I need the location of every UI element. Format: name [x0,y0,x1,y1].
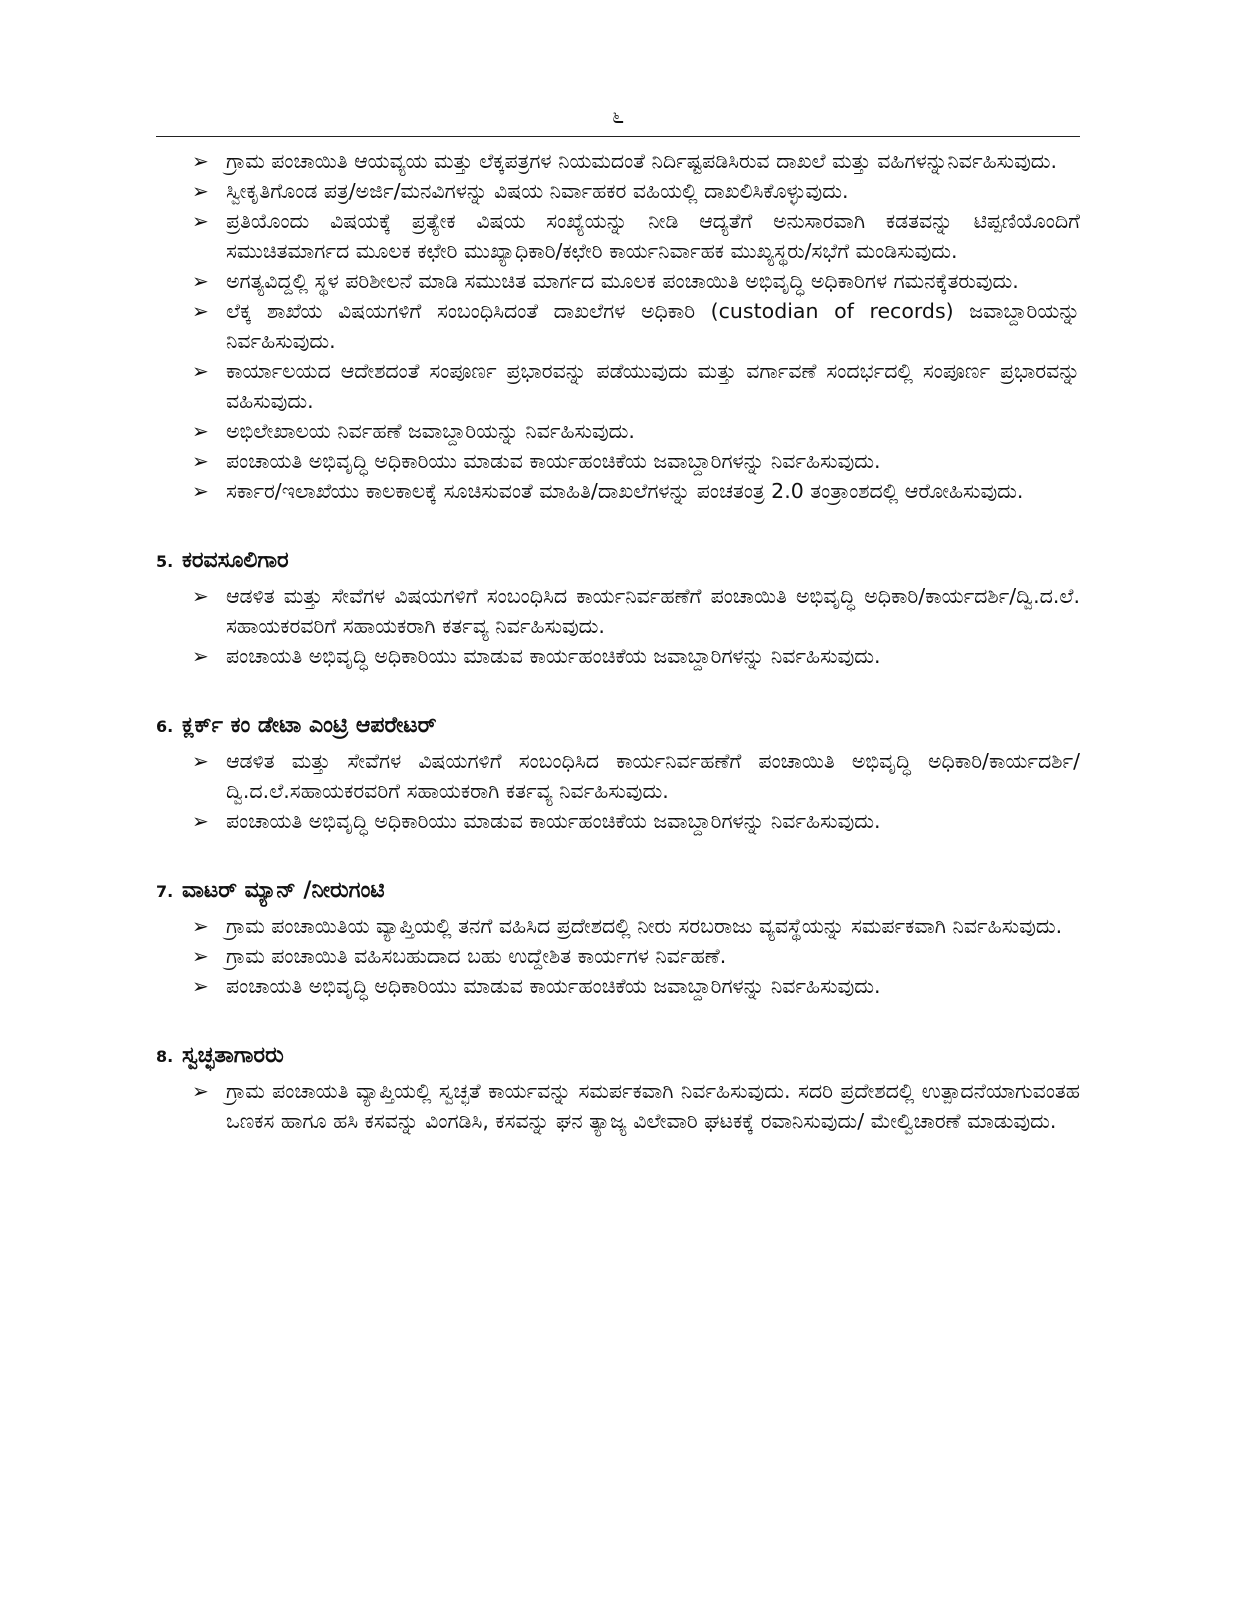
section-title: ಕ್ಲರ್ಕ್ ಕಂ ಡೇಟಾ ಎಂಟ್ರಿ ಆಪರೇಟರ್ [182,713,437,738]
list-item-text: ಪಂಚಾಯತಿ ಅಭಿವೃದ್ಧಿ ಅಧಿಕಾರಿಯು ಮಾಡುವ ಕಾರ್ಯಹಂಚಿಕೆಯ ಜವಾಬ್ದಾರಿಗಳನ್ನು ನಿರ್ವಹಿಸುವುದು. [226,809,881,833]
arrow-bullet-icon: ➢ [192,644,209,668]
arrow-bullet-icon: ➢ [192,179,209,203]
section [156,1039,1080,1136]
arrow-bullet-icon: ➢ [192,419,209,443]
list-item [192,146,1080,176]
section [156,544,1080,671]
section-bullet-list [156,1076,1080,1136]
arrow-bullet-icon: ➢ [192,944,209,968]
list-item-text: ಪಂಚಾಯತಿ ಅಭಿವೃದ್ಧಿ ಅಧಿಕಾರಿಯು ಮಾಡುವ ಕಾರ್ಯಹಂಚಿಕೆಯ ಜವಾಬ್ದಾರಿಗಳನ್ನು ನಿರ್ವಹಿಸುವುದು. [226,974,881,998]
section-title: ವಾಟರ್ ಮ್ಯಾನ್ /ನೀರುಗಂಟಿ [182,878,385,903]
intro-bullet-list [156,146,1080,506]
page-content [156,146,1080,1136]
arrow-bullet-icon: ➢ [192,299,209,323]
arrow-bullet-icon: ➢ [192,914,209,938]
list-item [192,356,1080,416]
list-item-text: ಗ್ರಾಮ ಪಂಚಾಯಿತಿ ಆಯವ್ಯಯ ಮತ್ತು ಲೆಕ್ಕಪತ್ರಗಳ ನಿಯಮದಂತೆ ನಿರ್ದಿಷ್ಟಪಡಿಸಿರುವ ದಾಖಲೆ ಮತ್ತು ವಹಿಗಳನ್ನುನಿರ್ವಹಿಸುವುದು. [226,149,1058,173]
section-title: ಕರವಸೂಲಿಗಾರ [182,548,289,573]
list-item-text: ಗ್ರಾಮ ಪಂಚಾಯತಿ ವ್ಯಾಪ್ತಿಯಲ್ಲಿ ಸ್ವಚ್ಛತೆ ಕಾರ್ಯವನ್ನು ಸಮರ್ಪಕವಾಗಿ ನಿರ್ವಹಿಸುವುದು. ಸದರಿ ಪ್ರದೇಶದಲ್ಲಿ ಉತ್ಪಾದನೆಯಾಗುವಂತಹ ಒಣಕಸ ಹಾಗೂ ಹಸಿ ಕಸವನ್ನು ವಿಂಗಡಿಸಿ, ಕಸವನ್ನು ಘನ ತ್ಯಾಜ್ಯ ವಿಲೇವಾರಿ ಘಟಕಕ್ಕೆ ರವಾನಿಸುವುದು/ ಮೇಲ್ವಿಚಾರಣೆ ಮಾಡುವುದು. [226,1079,1080,1133]
section-number: 6. [156,717,174,736]
section-heading [156,874,1080,909]
section-bullet-list [156,911,1080,1001]
section-title: ಸ್ವಚ್ಛತಾಗಾರರು [182,1043,284,1068]
list-item-text: ಪಂಚಾಯತಿ ಅಭಿವೃದ್ಧಿ ಅಧಿಕಾರಿಯು ಮಾಡುವ ಕಾರ್ಯಹಂಚಿಕೆಯ ಜವಾಬ್ದಾರಿಗಳನ್ನು ನಿರ್ವಹಿಸುವುದು. [226,449,881,473]
section [156,874,1080,1001]
list-item-text: ಲೆಕ್ಕ ಶಾಖೆಯ ವಿಷಯಗಳಿಗೆ ಸಂಬಂಧಿಸಿದಂತೆ ದಾಖಲೆಗಳ ಅಧಿಕಾರಿ (custodian of records) ಜವಾಬ್ದಾರಿಯನ್ನು ನಿರ್ವಹಿಸುವುದು. [226,299,1080,353]
section-number: 5. [156,552,174,571]
list-item [192,266,1080,296]
arrow-bullet-icon: ➢ [192,149,209,173]
list-item [192,581,1080,641]
arrow-bullet-icon: ➢ [192,749,209,773]
list-item [192,1076,1080,1136]
list-item [192,206,1080,266]
list-item [192,971,1080,1001]
arrow-bullet-icon: ➢ [192,209,209,233]
list-item [192,746,1080,806]
list-item [192,476,1080,506]
arrow-bullet-icon: ➢ [192,584,209,608]
section [156,709,1080,836]
list-item-text: ಪ್ರತಿಯೊಂದು ವಿಷಯಕ್ಕೆ ಪ್ರತ್ಯೇಕ ವಿಷಯ ಸಂಖ್ಯೆಯನ್ನು ನೀಡಿ ಆದ್ಯತೆಗೆ ಅನುಸಾರವಾಗಿ ಕಡತವನ್ನು ಟಿಪ್ಪಣಿಯೊಂದಿಗೆ ಸಮುಚಿತಮಾರ್ಗದ ಮೂಲಕ ಕಛೇರಿ ಮುಖ್ಯಾಧಿಕಾರಿ/ಕಛೇರಿ ಕಾರ್ಯನಿರ್ವಾಹಕ ಮುಖ್ಯಸ್ಥರು/ಸಭೆಗೆ ಮಂಡಿಸುವುದು. [226,209,1080,263]
list-item-text: ಸ್ವೀಕೃತಿಗೊಂಡ ಪತ್ರ/ಅರ್ಜಿ/ಮನವಿಗಳನ್ನು ವಿಷಯ ನಿರ್ವಾಹಕರ ವಹಿಯಲ್ಲಿ ದಾಖಲಿಸಿಕೊಳ್ಳುವುದು. [226,179,849,203]
section-heading [156,1039,1080,1074]
arrow-bullet-icon: ➢ [192,269,209,293]
list-item [192,446,1080,476]
section-bullet-list [156,746,1080,836]
list-item-text: ಸರ್ಕಾರ/ಇಲಾಖೆಯು ಕಾಲಕಾಲಕ್ಕೆ ಸೂಚಿಸುವಂತೆ ಮಾಹಿತಿ/ದಾಖಲೆಗಳನ್ನು ಪಂಚತಂತ್ರ 2.0 ತಂತ್ರಾಂಶದಲ್ಲಿ ಆರೋಹಿಸುವುದು. [226,479,1024,503]
list-item [192,641,1080,671]
arrow-bullet-icon: ➢ [192,1079,209,1103]
list-item-text: ಕಾರ್ಯಾಲಯದ ಆದೇಶದಂತೆ ಸಂಪೂರ್ಣ ಪ್ರಭಾರವನ್ನು ಪಡೆಯುವುದು ಮತ್ತು ವರ್ಗಾವಣೆ ಸಂದರ್ಭದಲ್ಲಿ ಸಂಪೂರ್ಣ ಪ್ರಭಾರವನ್ನು ವಹಿಸುವುದು. [226,359,1080,413]
list-item-text: ಅಭಿಲೇಖಾಲಯ ನಿರ್ವಹಣೆ ಜವಾಬ್ದಾರಿಯನ್ನು ನಿರ್ವಹಿಸುವುದು. [226,419,635,443]
list-item-text: ಆಡಳಿತ ಮತ್ತು ಸೇವೆಗಳ ವಿಷಯಗಳಿಗೆ ಸಂಬಂಧಿಸಿದ ಕಾರ್ಯನಿರ್ವಹಣೆಗೆ ಪಂಚಾಯಿತಿ ಅಭಿವೃದ್ಧಿ ಅಧಿಕಾರಿ/ಕಾರ್ಯದರ್ಶಿ/ದ್ವಿ.ದ.ಲೆ. ಸಹಾಯಕರವರಿಗೆ ಸಹಾಯಕರಾಗಿ ಕರ್ತವ್ಯ ನಿರ್ವಹಿಸುವುದು. [226,584,1080,638]
list-item-text: ಗ್ರಾಮ ಪಂಚಾಯಿತಿ ವಹಿಸಬಹುದಾದ ಬಹು ಉದ್ದೇಶಿತ ಕಾರ್ಯಗಳ ನಿರ್ವಹಣೆ. [226,944,727,968]
list-item [192,806,1080,836]
list-item-text: ಅಗತ್ಯವಿದ್ದಲ್ಲಿ ಸ್ಥಳ ಪರಿಶೀಲನೆ ಮಾಡಿ ಸಮುಚಿತ ಮಾರ್ಗದ ಮೂಲಕ ಪಂಚಾಯಿತಿ ಅಭಿವೃದ್ಧಿ ಅಧಿಕಾರಿಗಳ ಗಮನಕ್ಕೆತರುವುದು. [226,269,1019,293]
section-number: 8. [156,1047,174,1066]
arrow-bullet-icon: ➢ [192,974,209,998]
section-number: 7. [156,882,174,901]
list-item [192,416,1080,446]
list-item-text: ಪಂಚಾಯತಿ ಅಭಿವೃದ್ಧಿ ಅಧಿಕಾರಿಯು ಮಾಡುವ ಕಾರ್ಯಹಂಚಿಕೆಯ ಜವಾಬ್ದಾರಿಗಳನ್ನು ನಿರ್ವಹಿಸುವುದು. [226,644,881,668]
list-item-text: ಆಡಳಿತ ಮತ್ತು ಸೇವೆಗಳ ವಿಷಯಗಳಿಗೆ ಸಂಬಂಧಿಸಿದ ಕಾರ್ಯನಿರ್ವಹಣೆಗೆ ಪಂಚಾಯಿತಿ ಅಭಿವೃದ್ಧಿ ಅಧಿಕಾರಿ/ಕಾರ್ಯದರ್ಶಿ/ದ್ವಿ.ದ.ಲೆ.ಸಹಾಯಕರವರಿಗೆ ಸಹಾಯಕರಾಗಿ ಕರ್ತವ್ಯ ನಿರ್ವಹಿಸುವುದು. [226,749,1080,803]
header-rule [156,136,1080,137]
list-item [192,176,1080,206]
arrow-bullet-icon: ➢ [192,359,209,383]
list-item [192,941,1080,971]
list-item [192,296,1080,356]
section-bullet-list [156,581,1080,671]
list-item-text: ಗ್ರಾಮ ಪಂಚಾಯಿತಿಯ ವ್ಯಾಪ್ತಿಯಲ್ಲಿ ತನಗೆ ವಹಿಸಿದ ಪ್ರದೇಶದಲ್ಲಿ ನೀರು ಸರಬರಾಜು ವ್ಯವಸ್ಥೆಯನ್ನು ಸಮರ್ಪಕವಾಗಿ ನಿರ್ವಹಿಸುವುದು. [226,914,1063,938]
arrow-bullet-icon: ➢ [192,479,209,503]
list-item [192,911,1080,941]
arrow-bullet-icon: ➢ [192,449,209,473]
section-heading [156,544,1080,579]
arrow-bullet-icon: ➢ [192,809,209,833]
section-heading [156,709,1080,744]
page-number: ೬ [611,104,625,129]
sections-container [156,544,1080,1136]
